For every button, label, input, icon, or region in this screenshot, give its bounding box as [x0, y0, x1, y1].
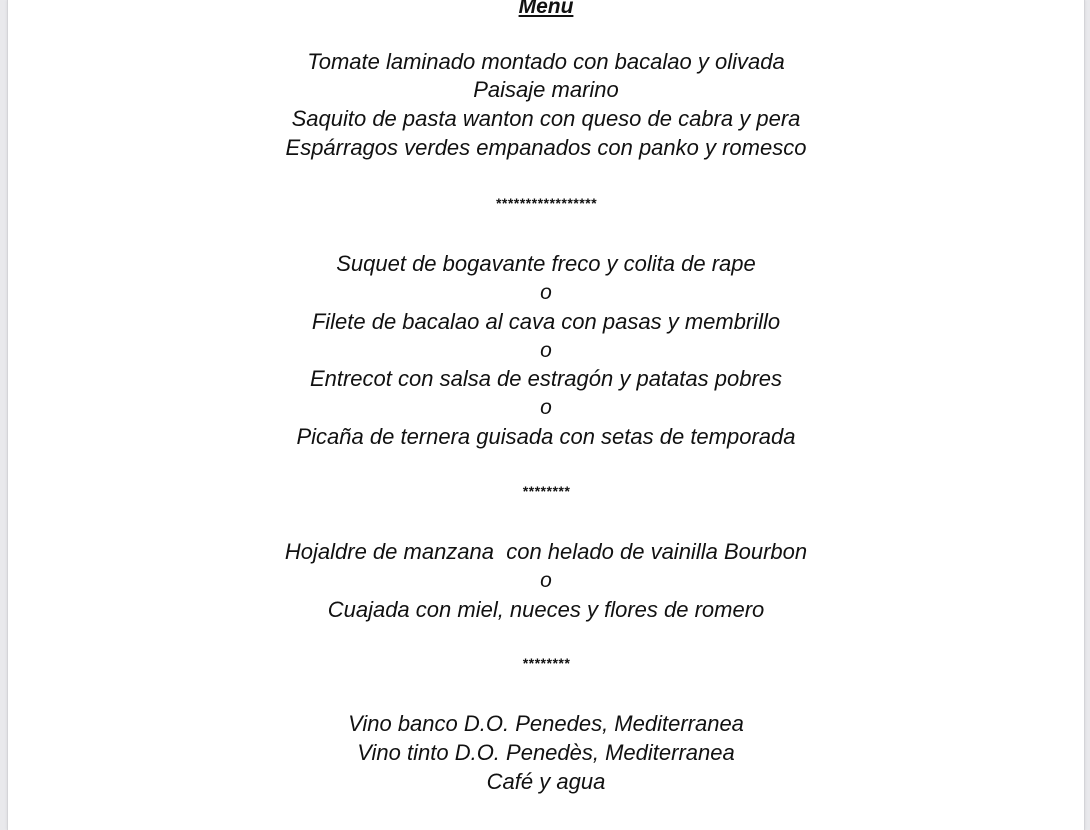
- alternative-or: o: [540, 281, 552, 304]
- section-separator: *****************: [495, 195, 597, 211]
- main-course-item: Suquet de bogavante freco y colita de rape: [336, 251, 756, 276]
- starter-item: Saquito de pasta wanton con queso de cabra y pera: [291, 106, 801, 131]
- drink-item: Vino banco D.O. Penedes, Mediterranea: [348, 711, 744, 736]
- starter-item: Paisaje marino: [473, 77, 619, 102]
- section-separator: ********: [522, 655, 570, 671]
- main-course-item: Filete de bacalao al cava con pasas y membrillo: [311, 309, 781, 334]
- menu-title: Menu: [518, 0, 574, 18]
- menu-page: [7, 0, 1085, 830]
- dessert-item: Hojaldre de manzana con helado de vainilla Bourbon: [284, 539, 808, 564]
- drink-item: Vino tinto D.O. Penedès, Mediterranea: [357, 740, 735, 765]
- alternative-or: o: [540, 339, 552, 362]
- starter-item: Espárragos verdes empanados con panko y romesco: [285, 135, 807, 160]
- dessert-item: Cuajada con miel, nueces y flores de romero: [327, 597, 765, 622]
- drink-item: Café y agua: [486, 769, 606, 794]
- alternative-or: o: [540, 396, 552, 419]
- section-separator: ********: [522, 483, 570, 499]
- alternative-or: o: [540, 569, 552, 592]
- main-course-item: Entrecot con salsa de estragón y patatas pobres: [309, 366, 783, 391]
- main-course-item: Picaña de ternera guisada con setas de temporada: [296, 424, 796, 449]
- starter-item: Tomate laminado montado con bacalao y olivada: [307, 49, 785, 74]
